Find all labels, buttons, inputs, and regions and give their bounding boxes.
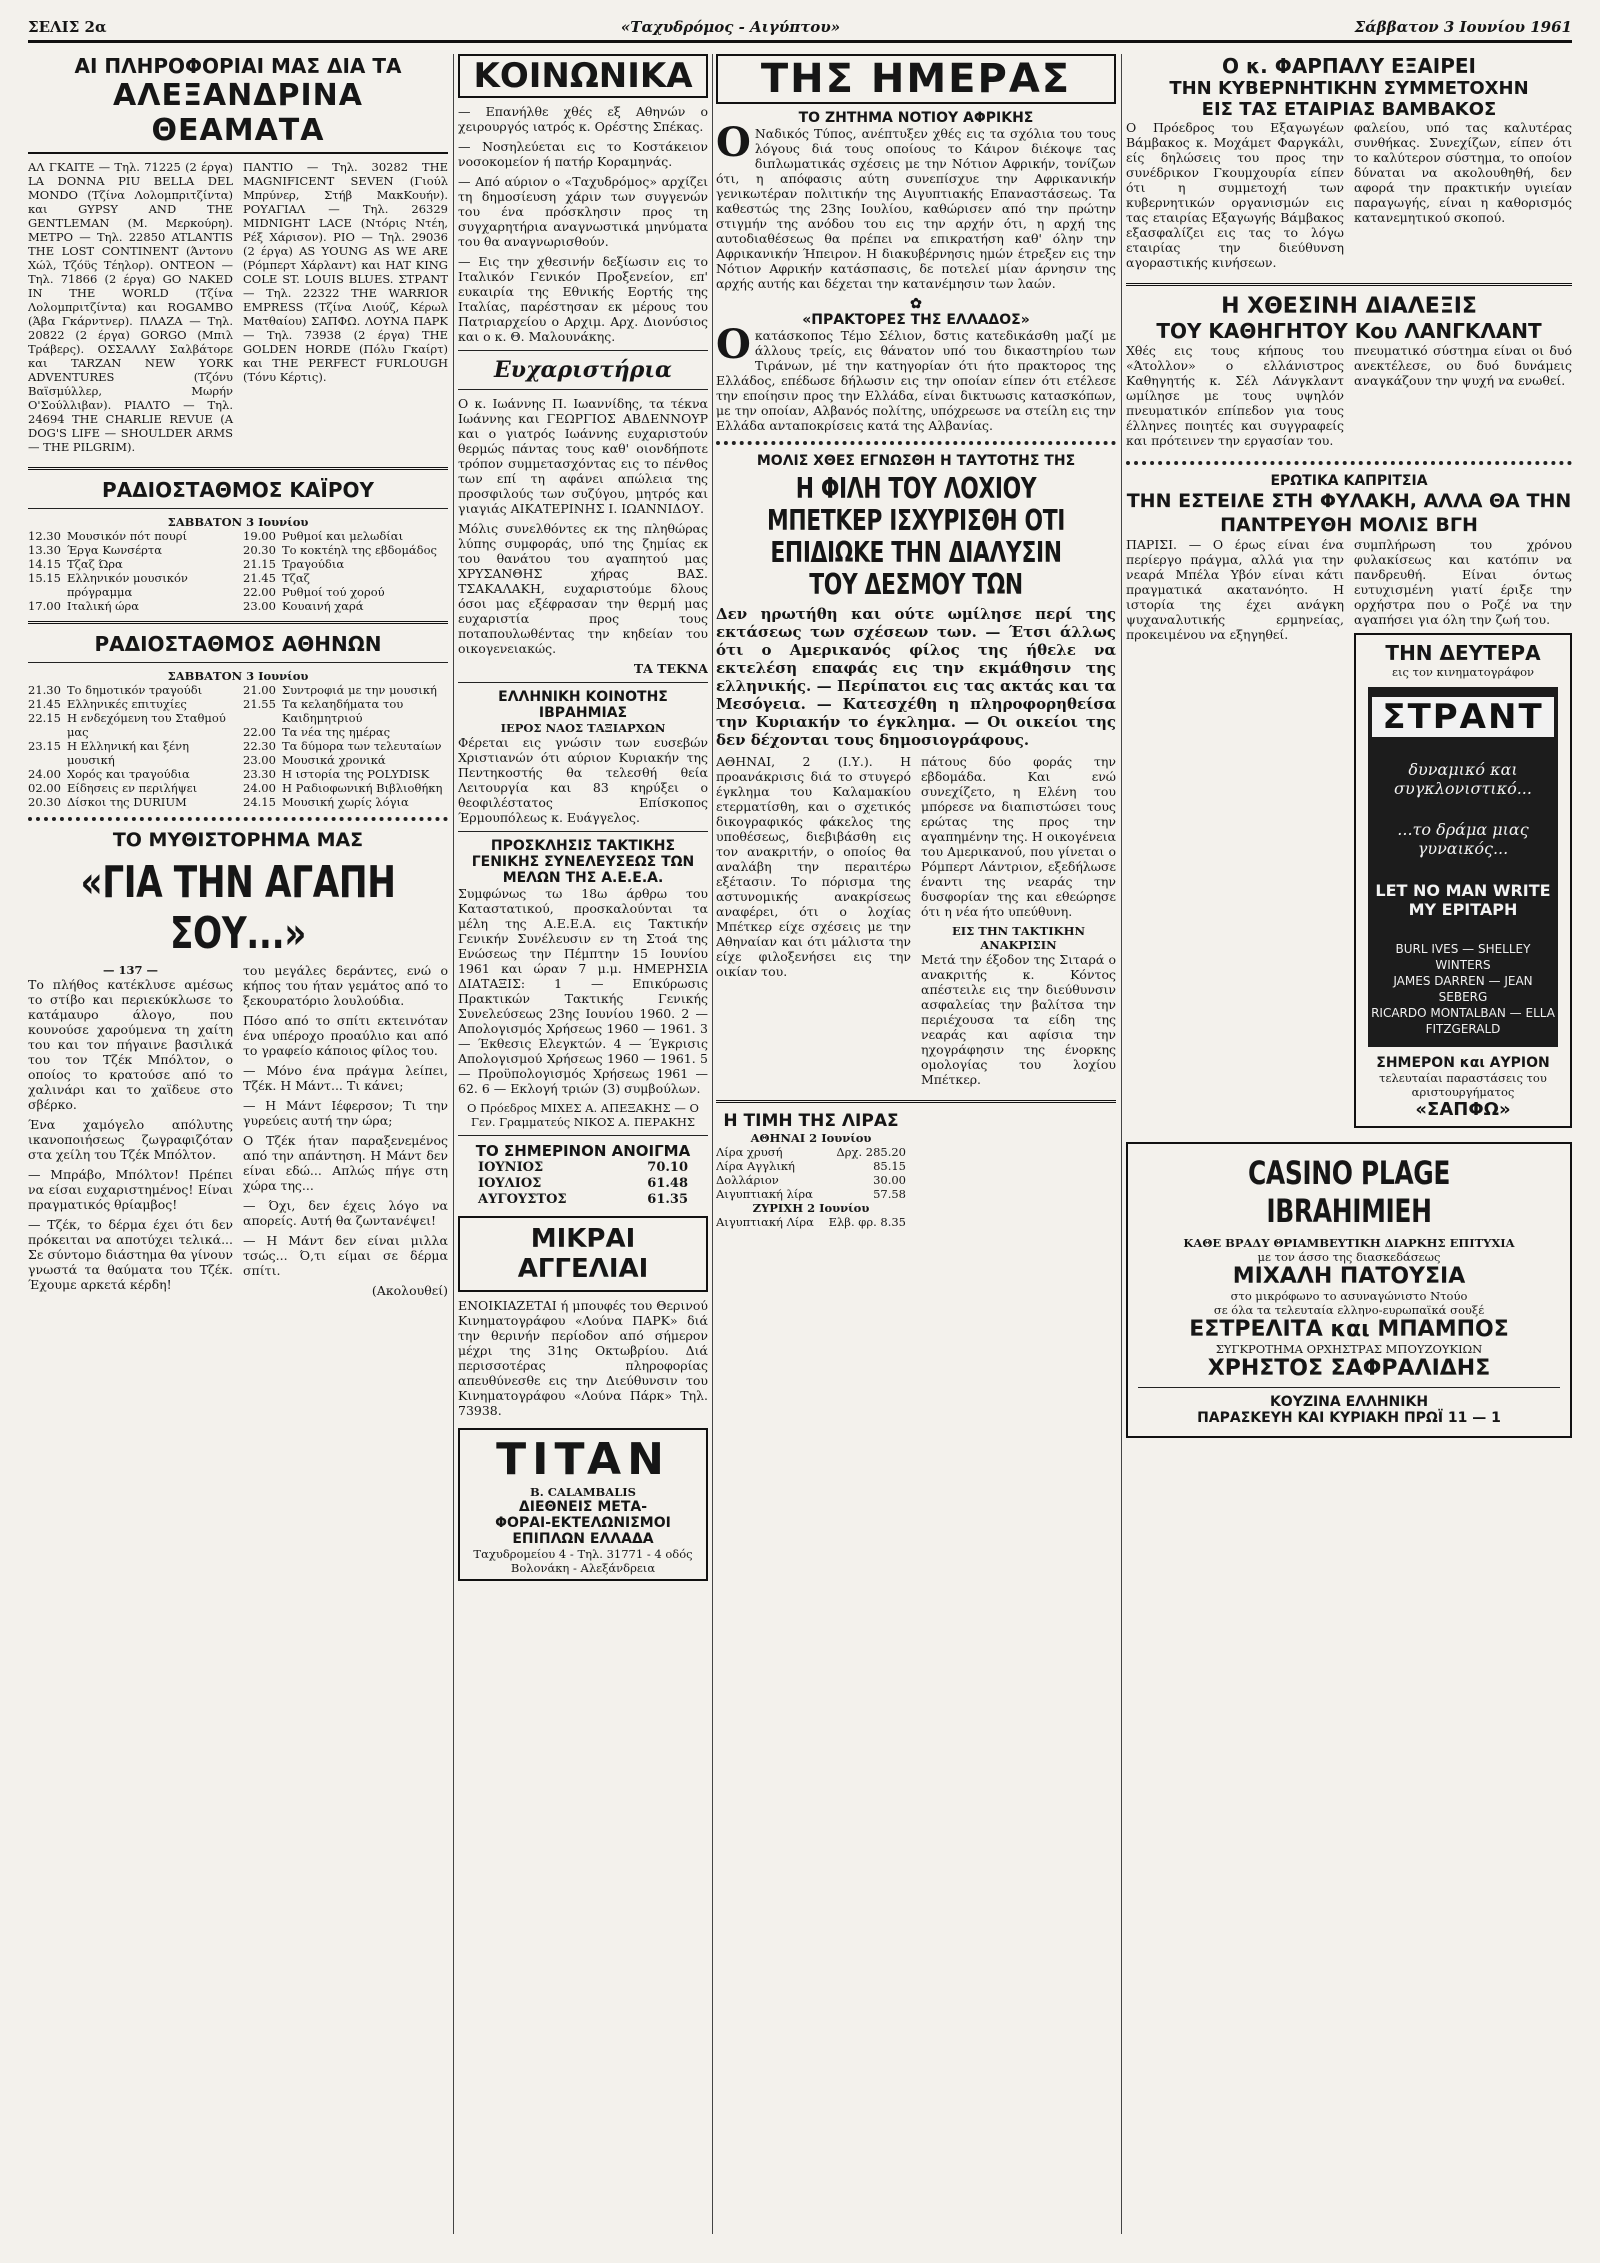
masthead xyxy=(28,14,1572,43)
cotton-table: ΙΟΥΝΙΟΣ 70.10 ΙΟΥΛΙΟΣ 61.48 ΑΥΓΟΥΣΤΟΣ 61.35 xyxy=(478,1160,688,1207)
schedule-program: Τα κελαηδήματα του Καιδημητριού xyxy=(281,697,404,725)
story-label: ΜΟΛΙΣ ΧΘΕΣ ΕΓΝΩΣΘΗ Η ΤΑΥΤΟΤΗΣ ΤΗΣ xyxy=(756,453,1076,469)
column-rule xyxy=(712,54,713,2234)
caprice-heading: ΤΗΝ ΕΣΤΕΙΛΕ ΣΤΗ ΦΥΛΑΚΗ, ΑΛΛΑ ΘΑ ΤΗΝ ΠΑΝΤΡΕΥΘΗ ΜΟΛΙΣ ΒΓΗ xyxy=(1126,490,1572,536)
schedule-program: Μουσική χωρίς λόγια xyxy=(281,795,409,809)
novel-paragraph: — Μόνο ένα πράγμα λείπει, Τζέκ. Η Μάντ... Τι κάνει; xyxy=(243,1063,448,1093)
schedule-row xyxy=(243,753,448,767)
schedule-time: 22.30 xyxy=(243,739,276,753)
story-body: πάτους δύο φοράς την εβδομάδα. Και ενώ συνεχίζετο, η Ελένη του μπόρεσε να διαπιστώσει τους ερώτας της προς την αγαπημένην της. Η οικογένεια του Αμερικανού, που γίνεται ο Ρόμπερτ Λάντριον, εξεδήλωσε έναντι της νεαράς την δυσφορίαν της και εθεώρησε ότι η νέα ήτο υπεύθυνη. xyxy=(921,754,1116,919)
novel-paragraph: Το πλήθος κατέκλυσε αμέσως το στίβο και περιεκύκλωσε το κατάμαυρο άλογο, που κουνούσε χαρούμενα τη χαίτη του και τον πήγαινε βασιλικά του τον Τζέκ Μπόλτον, ο οποίος το κρατούσε από το χαλινάρι και το χαϊδευε στο σβέρκο. xyxy=(28,977,233,1112)
entertainment-heading: ΑΙ ΠΛΗΡΟΦΟΡΙΑΙ ΜΑΣ ΔΙΑ ΤΑ xyxy=(74,54,402,78)
lecture-heading: Η ΧΘΕΣΙΝΗ ΔΙΑΛΕΞΙΣ xyxy=(1221,294,1477,319)
schedule-time: 24.00 xyxy=(243,781,276,795)
left-column xyxy=(28,54,448,1303)
social-item: — Εις την χθεσινήν δεξίωσιν εις το Ιταλικόν Γενικόν Προξενείον, επ' ευκαιρία της Εθνικής Εορτής της Ιταλίας, παρέστησαν εκ μέρους του Πατριαρχείου ο Αρχιμ. Αρχ. Διονύσιος και ο κ. Θ. Μαλουνάκης. xyxy=(458,254,708,344)
schedule-row xyxy=(243,683,448,697)
schedule-row xyxy=(28,697,233,711)
radio-athens-day: ΣΑΒΒΑΤΟΝ 3 Ιουνίου xyxy=(167,669,309,683)
schedule-program: Έργα Κωνσέρτα xyxy=(66,543,162,557)
gold-box: Η ΤΙΜΗ ΤΗΣ ΛΙΡΑΣ ΑΘΗΝΑΙ 2 Ιουνίου Λίρα χρυσή Δρχ. 285.20 Λίρα Αγγλική 85.15 Δολλάριον 30.00 Αιγυπτιακή λίρα 57.58 ΖΥΡΙΧΗ 2 Ιουνίου Αιγυπτιακή Λίρα Ελβ. φρ. 8.35 xyxy=(716,1111,906,1229)
schedule-time: 24.15 xyxy=(243,795,276,809)
schedule-row xyxy=(243,557,448,571)
schedule-program: Ελληνικόν μουσικόν πρόγραμμα xyxy=(66,571,188,599)
community-sub: ΙΕΡΟΣ ΝΑΟΣ ΤΑΞΙΑΡΧΩΝ xyxy=(500,721,666,735)
schedule-program: Το δημοτικόν τραγούδι xyxy=(66,683,203,697)
gold-heading: Η ΤΙΜΗ ΤΗΣ ΛΙΡΑΣ xyxy=(723,1111,899,1131)
schedule-row xyxy=(28,781,233,795)
schedule-time: 13.30 xyxy=(28,543,61,557)
schedule-row xyxy=(243,725,448,739)
schedule-program: Η ενδεχόμενη του Σταθμού μας xyxy=(66,711,226,739)
page-number: ΣΕΛΙΣ 2α xyxy=(28,18,107,36)
social-heading: ΚΟΙΝΩΝΙΚΑ xyxy=(458,54,708,98)
schedule-time: 23.30 xyxy=(243,767,276,781)
schedule-time: 21.15 xyxy=(243,557,276,571)
schedule-row xyxy=(243,585,448,599)
cotton-heading: ΤΟ ΣΗΜΕΡΙΝΟΝ ΑΝΟΙΓΜΑ xyxy=(475,1142,691,1160)
south-africa-body: ΟΝαδικός Τύπος, ανέπτυξεν χθές εις τα σχόλια του τους λόγους διά τους οποίους το Κάιρον διέκοψε τας διπλωματικάς σχέσεις με την Νότιον Αφρικήν, τονίζων ότι, η απόφασις αύτη συνεπίσχυε την Αφρικανικήν γενικωτέραν πολιτικήν της Αιγυπτιακής Επαναστάσεως. Τα καθεστώς της 23ης Ιουλίου, καθώρισεν από την πρώτην στιγμήν της ανόδου του εις την αρχήν ότι, η αρχή της αυτοδιαθέσεως θα πρέπει να επικρατήση καθ' όλην την Αφρικανικήν Ήπειρον. Η διακυβέρνησις ημών έτρεξεν εις την Νότιον Αφρικήν κατάσπασις, δε ποτελεί μίαν άρνησιν της αρχής αυτής και δέχεται την κατανέμησιν των λαών. xyxy=(716,119,1116,291)
news-column: ΤΗΣ ΗΜΕΡΑΣ ΤΟ ΖΗΤΗΜΑ ΝΟΤΙΟΥ ΑΦΡΙΚΗΣ ΟΝαδικός Τύπος, ανέπτυξεν χθές εις τα σχόλια του τους λόγους διά τους οποίους το Κάιρον διέκοψε τας διπλωματικάς σχέσεις με την Νότιον Αφρικήν, τονίζων ότι, η απόφασις αύτη συνεπίσχυε την Αφρικανικήν γενικωτέραν πολιτικήν της Αιγυπτιακής Επαναστάσεως. Τα καθεστώς της 23ης Ιουλίου, καθώρισεν από την πρώτην στιγμήν της ανόδου του εις την αρχήν ότι, η αρχή της αυτοδιαθέσεως θα πρέπει να επικρατήση καθ' όλην την Αφρικανικήν Ήπειρον. Η διακυβέρνησις ημών έτρεξεν εις την Νότιον Αφρικήν κατάσπασις, δε ποτελεί μίαν άρνησιν της αρχής αυτής και δέχεται την κατανέμησιν των λαών. ✿ «ΠΡΑΚΤΟΡΕΣ ΤΗΣ ΕΛΛΑΔΟΣ» Οκατάσκοπος Τέμο Σέλιον, δστις κατεδικάσθη μαζί με άλλους τρείς, εις θάνατον υπό του δικαστηρίου των Τιράνων, μέ την κατηγορίαν ότι ήτο πρακτορος της Ελλάδος, επέδωσε δήλωσιν εις την οποίαν είπεν ότι ετέλεσε την εποίησιν προς την Ελλάδα, είναι δικτυωσις κατασκόπων, με την οποίαν, Αλβανός πολίτης, υπόχρεωσε να στείλη εις την Ελλάδα ανταποκρίσεις κατά της Αλβανίας. ΜΟΛΙΣ ΧΘΕΣ ΕΓΝΩΣΘΗ Η ΤΑΥΤΟΤΗΣ ΤΗΣ Η ΦΙΛΗ ΤΟΥ ΛΟΧΙΟΥ ΜΠΕΤΚΕΡ ΙΣΧΥΡΙΣΘΗ ΟΤΙ ΕΠΙΔΙΩΚΕ ΤΗΝ ΔΙΑΛΥΣΙΝ ΤΟΥ ΔΕΣΜΟΥ ΤΩΝ Δεν ηρωτήθη και ούτε ωμίλησε περί της εκτάσεως των σχέσεων των. — Έτσι άλλως ότι ο Αμερικανός φίλος της ήθελε να εκτελέση επαφάς εις την εκμάθησιν της ελληνικής. — Περίπατοι εις τας ακτάς και τα Μεσόγεια. — Κατεσχέθη η πληροφορηθείσα την Κυριακήν το έγκλημα. — Οι οικείοι της δεν δέχονται τους δημοσιογράφους. ΑΘΗΝΑΙ, 2 (Ι.Υ.). Η προανάκρισις διά το στυγερό έγκλημα του Καλαμακίου ετερματίσθη, και ο σχετικός δικογραφικός φάκελος της υποθέσεως, διεβιβάσθη εις τον ανακριτήν, ο οποίος θα αναλάβη την περαιτέρω εξέτασιν. Το πόρισμα της αστυνομικής ανακρίσεως αναφέρει, ότι ο λοχίας Μπέτκερ είχε σχέσεις με την Αθηναίαν και ότι μάλιστα την είχε φιλοξενήσει εις την οικίαν του. πάτους δύο φοράς την εβδομάδα. Και ενώ συνεχίζετο, η Ελένη του μπόρεσε να διαπιστώσει τους ερώτας της προς την αγαπημένην της. Η οικογένεια του Αμερικανού, που γίνεται ο Ρόμπερτ Λάντριον, εξεδήλωσε έναντι της νεαράς την δυσφορίαν της και εθεώρησε ότι η νέα ήτο υπεύθυνη. ΕΙΣ ΤΗΝ ΤΑΚΤΙΚΗΝ ΑΝΑΚΡΙΣΙΝ Μετά την έξοδον της Σιταρά ο ανακριτής κ. Κόντος απέστειλε εις την διεύθυνσιν ασφαλείας την βαλίτσα την περιέχουσα τα είδη της νεαράς και αφίσια την ηχογράφησιν της ένορκης ομολογίας του λοχίου Μπέτκερ. Η ΤΙΜΗ ΤΗΣ ΛΙΡΑΣ ΑΘΗΝΑΙ 2 Ιουνίου Λίρα χρυσή Δρχ. 285.20 Λίρα Αγγλική 85.15 Δολλάριον 30.00 Αιγυπτιακή λίρα 57.58 ΖΥΡΙΧΗ 2 Ιουνίου Αιγυπτιακή Λίρα Ελβ. φρ. 8.35 xyxy=(716,56,1116,1229)
schedule-row xyxy=(28,543,233,557)
schedule-program: Ελληνικές επιτυχίες xyxy=(66,697,187,711)
novel-continued: (Ακολουθεί) xyxy=(371,1283,448,1298)
newspaper-name: «Ταχυδρόμος - Αιγύπτου» xyxy=(620,18,841,36)
classifieds-heading: ΜΙΚΡΑΙ ΑΓΓΕΛΙΑΙ xyxy=(517,1224,649,1284)
schedule-time: 12.30 xyxy=(28,529,61,543)
novel-paragraph: του μεγάλες δεράντες, ενώ ο κήπος του ήταν γεμάτος από το ξεκουρατόριο λουλούδια. xyxy=(243,963,448,1008)
novel-paragraph: Ένα χαμόγελο απόλυτης ικανοποιήσεως ζωγραφιζόταν στα χείλη του Τζέκ Μπόλτον. xyxy=(28,1117,233,1162)
schedule-program: Κουαινή χαρά xyxy=(281,599,364,613)
schedule-time: 20.30 xyxy=(243,543,276,557)
schedule-row xyxy=(243,599,448,613)
schedule-program: Το κοκτέηλ της εβδομάδος xyxy=(281,543,437,557)
radio-cairo-heading: ΡΑΔΙΟΣΤΑΘΜΟΣ ΚΑΪΡΟΥ xyxy=(102,478,374,502)
schedule-program: Τα νέα της ημέρας xyxy=(281,725,391,739)
thanks-body: Ο κ. Ιωάννης Π. Ιωαννίδης, τα τέκνα Ιωάννης και ΓΕΩΡΓΙΟΣ ΑΒΔΕΝΝΟΥΡ και ο γιατρός Ιωάννης ευχαριστούν θερμώς πάντας τους καθ' οιονδήποτε τρόπον συμμετασχόντας εις το πένθος των επί τη αφάνει απώλεια της προσφιλούς των συζύγου, μητρός και γιαγιάς ΑΙΚΑΤΕΡΙΝΗΣ Ι. ΙΩΑΝΝΙΔΟΥ. xyxy=(458,396,708,516)
schedule-program: Χορός και τραγούδια xyxy=(66,767,190,781)
schedule-row xyxy=(243,739,448,753)
schedule-time: 14.15 xyxy=(28,557,61,571)
newspaper-page xyxy=(28,14,1572,2254)
thanks-heading: Ευχαριστήρια xyxy=(494,357,672,383)
novel-paragraph: Ο Τζέκ ήταν παραξενεμένος από την απάντηση. Η Μάντ δεν είναι εδώ... Απλώς πήγε στη χώρα της... xyxy=(243,1133,448,1193)
radio-athens-schedule xyxy=(28,683,448,809)
schedule-row xyxy=(28,767,233,781)
radio-athens-heading: ΡΑΔΙΟΣΤΑΘΜΟΣ ΑΘΗΝΩΝ xyxy=(94,632,382,656)
thanks-body-2: Μόλις συνελθόντες εκ της πληθώρας λύπης συμφοράς, υπό της ζημίας εκ του θανάτου του αγαπητού μας ΧΡΥΣΑΝΘΗΣ χήρας ΒΑΣ. ΤΣΑΚΑΛΑΚΗ, ευχαριστούμε δλους όσοι μας εξέφρασαν την θερμή μας ευχαριστία προς τους ποταπουλωθέντας την κηδείαν του οικογενειακώς. xyxy=(458,521,708,656)
schedule-time: 21.45 xyxy=(28,697,61,711)
issue-date: Σάββατον 3 Ιουνίου 1961 xyxy=(1354,18,1572,36)
schedule-program: Τραγούδια xyxy=(281,557,345,571)
schedule-program: Ρυθμοί και μελωδίαι xyxy=(281,529,404,543)
schedule-program: Τα δύμορα των τελευταίων xyxy=(281,739,442,753)
schedule-row xyxy=(28,683,233,697)
inquiry-title: ΕΙΣ ΤΗΝ ΤΑΚΤΙΚΗΝ ΑΝΑΚΡΙΣΙΝ xyxy=(951,924,1085,952)
casino-ad: CASINO PLAGE IBRAHIMIEH ΚΑΘΕ ΒΡΑΔΥ ΘΡΙΑΜΒΕΥΤΙΚΗ ΔΙΑΡΚΗΣ ΕΠΙΤΥΧΙΑ με τον άσσο της διασκεδάσεως ΜΙΧΑΛΗ ΠΑΤΟΥΣΙΑ στο μικρόφωνο το ασυναγώνιστο Ντούο σε όλα τα τελευταία ελληνο-ευρωπαϊκά σουξέ ΕΣΤΡΕΛΙΤΑ και ΜΠΑΜΠΟΣ ΣΥΓΚΡΟΤΗΜΑ ΟΡΧΗΣΤΡΑΣ ΜΠΟΥΖΟΥΚΙΩΝ ΧΡΗΣΤΟΣ ΣΑΦΡΑΛΙΔΗΣ ΚΟΥΖΙΝΑ ΕΛΛΗΝΙΚΗ ΠΑΡΑΣΚΕΥΗ ΚΑΙ ΚΥΡΙΑΚΗ ΠΡΩΪ 11 — 1 xyxy=(1126,1142,1572,1438)
schedule-time: 21.55 xyxy=(243,697,276,711)
schedule-time: 22.15 xyxy=(28,711,61,725)
novel-paragraph: — Η Μάντ δεν είναι μιλλα τσώς... Ό,τι είμαι σε δέρμα σπίτι. xyxy=(243,1233,448,1278)
assembly-body: Συμφώνως τω 18ω άρθρω του Καταστατικού, προσκαλούνται τα μέλη της Α.Ε.Ε.Α. εις Τακτικήν Γενικήν Συνέλευσιν εν τη Στοά της Ενώσεως την Πέμπτην 15 Ιουνίου 1961 και ώραν 7 μ.μ. ΗΜΕΡΗΣΙΑ ΔΙΑΤΑΞΙΣ: 1 — Επικύρωσις Πρακτικών Τακτικής Γενικής Συνελεύσεως 23ης Ιουνίου 1960. 2 — Απολογισμός Χρήσεως 1960 — 1961. 3 — Έκθεσις Ελεγκτών. 4 — Έγκρισις Απολογισμού Χρήσεως 1960 — 1961. 5 — Προϋπολογισμός Χρήσεως 1961 — 62. 6 — Εκλογή τριών (3) συμβούλων. xyxy=(458,886,708,1096)
titan-logo: TITAN xyxy=(496,1434,670,1485)
schedule-program: Μουσικά χρονικά xyxy=(281,753,386,767)
story-title: Η ΦΙΛΗ ΤΟΥ ΛΟΧΙΟΥ ΜΠΕΤΚΕΡ ΙΣΧΥΡΙΣΘΗ ΟΤΙ ΕΠΙΔΙΩΚΕ ΤΗΝ ΔΙΑΛΥΣΙΝ ΤΟΥ ΔΕΣΜΟΥ ΤΩΝ xyxy=(767,472,1065,601)
schedule-program: Ρυθμοί τού χορού xyxy=(281,585,385,599)
schedule-row xyxy=(243,781,448,795)
schedule-program: Συντροφιά με την μουσική xyxy=(281,683,437,697)
schedule-row xyxy=(28,711,233,739)
community-body: Φέρεται εις γνώσιν των ευσεβών Χριστιανών ότι αύριον Κυριακήν της Πεντηκοστής θα τελεσθή θεία Λειτουργία και 83 κηρύξει ο θεοφιλέστατος Επίσκοπος Έρμουπόλεως κ. Ευάγγελος. xyxy=(458,735,708,825)
social-item: — Νοσηλεύεται εις το Κοστάκειον νοσοκομείον ή πατήρ Κοραμηνάς. xyxy=(458,139,708,169)
schedule-row xyxy=(243,767,448,781)
story-lead: Δεν ηρωτήθη και ούτε ωμίλησε περί της εκτάσεως των σχέσεων των. — Έτσι άλλως ότι ο Αμερικανός φίλος της ήθελε να εκτελέση επαφάς εις την εκμάθησιν της ελληνικής. — Περίπατοι εις τας ακτάς και τα Μεσόγεια. — Κατεσχέθη η πληροφορηθείσα την Κυριακήν το έγκλημα. — Οι οικείοι της δεν δέχονται τους δημοσιογράφους. xyxy=(716,605,1116,749)
schedule-row xyxy=(28,571,233,599)
community-heading: ΕΛΛΗΝΙΚΗ ΚΟΙΝΟΤΗΣ ΙΒΡΑΗΜΙΑΣ xyxy=(498,689,668,721)
caprice-label: ΕΡΩΤΙΚΑ ΚΑΠΡΙΤΣΙΑ xyxy=(1270,473,1428,489)
schedule-row xyxy=(243,529,448,543)
inquiry-body: Μετά την έξοδον της Σιταρά ο ανακριτής κ. Κόντος απέστειλε εις την διεύθυνσιν ασφαλείας την βαλίτσα την περιέχουσα τα είδη της νεαράς και αφίσια την ηχογράφησιν της ένορκης ομολογίας του λοχίου Μπέτκερ. xyxy=(921,952,1116,1087)
schedule-program: Η Ελληνική και ξένη μουσική xyxy=(66,739,190,767)
assembly-signature: Ο Πρόεδρος ΜΙΧΕΣ Α. ΑΠΕΞΑΚΗΣ — Ο Γεν. Γραμματεύς ΝΙΚΟΣ Α. ΠΕΡΑΚΗΣ xyxy=(467,1101,699,1129)
schedule-row xyxy=(243,697,448,725)
schedule-time: 22.00 xyxy=(243,725,276,739)
schedule-program: Είδησεις εν περιλήψει xyxy=(66,781,198,795)
schedule-time: 17.00 xyxy=(28,599,61,613)
schedule-time: 02.00 xyxy=(28,781,61,795)
schedule-row xyxy=(28,795,233,809)
agents-body: Οκατάσκοπος Τέμο Σέλιον, δστις κατεδικάσθη μαζί με άλλους τρείς, εις θάνατον υπό του δικαστηρίου των Τιράνων, μέ την κατηγορίαν ότι ήτο πρακτορος της Ελλάδος, επέδωσε δήλωσιν εις την οποίαν είπεν ότι ετέλεσε την εποίησιν προς την Ελλάδα, είναι δικτυωσις κατασκόπων, με την οποίαν, Αλβανός πολίτης, υπόχρεωσε να στείλη εις την Ελλάδα ανταποκρίσεις κατά της Αλβανίας. xyxy=(716,321,1116,433)
schedule-time: 22.00 xyxy=(243,585,276,599)
novel-title: «ΓΙΑ ΤΗΝ ΑΓΑΠΗ ΣΟΥ...» xyxy=(80,857,396,959)
schedule-time: 23.15 xyxy=(28,739,61,753)
radio-cairo-schedule xyxy=(28,529,448,613)
entertainment-subheading: ΑΛΕΞΑΝΔΡΙΝΑ ΘΕΑΜΑΤΑ xyxy=(28,78,448,154)
novel-paragraph: Πόσο από το σπίτι εκτεινόταν ένα υπέροχο προαύλιο και από το γραφείο κάποιος φίλος του. xyxy=(243,1013,448,1058)
social-column xyxy=(458,54,708,1581)
column-rule xyxy=(1121,54,1122,2234)
schedule-program: Τζαζ xyxy=(281,571,310,585)
right-column: Ο κ. ΦΑΡΠΑΛΥ ΕΞΑΙΡΕΙ ΤΗΝ ΚΥΒΕΡΝΗΤΙΚΗΝ ΣΥΜΜΕΤΟΧΗΝ ΕΙΣ ΤΑΣ ΕΤΑΙΡΙΑΣ ΒΑΜΒΑΚΟΣ Ο Πρόεδρος του Εξαγωγέων Βάμβακος κ. Μοχάμετ Φαργκάλι, είς δηλώσεις του προς την συνέδρικον Γκουμχουρία είπεν ότι η συμμετοχή των κυβερνητικών οργανισμών εις τας εταιρίας Εξαγωγής Βάμβακος εξασφαλίζει εις τας το λόγω εταιρίας την διεύθυνση αγοραστικής κινήσεων. φαλείου, υπό τας καλυτέρας συνθήκας. Συνεχίζων, είπεν ότι το καλύτερον σύστημα, το οποίον δύναται να ακολουθηθή, δεν αφορά την πρακτικήν υγιείαν παραγωγής, είναι η καθορισμός κατανεμητικού σκοπού. Η ΧΘΕΣΙΝΗ ΔΙΑΛΕΞΙΣ ΤΟΥ ΚΑΘΗΓΗΤΟΥ Κου ΛΑΝΓΚΛΑΝΤ Χθές εις τους κήπους του «Άτολλον» ο ελλάνιστρος Καθηγητής κ. Σέλ Λάνγκλαντ ωμίλησε με τους υψηλόν πνευματικόν επίπεδον για τους έλληνες ποιητές και συγγραφείς και πρότεινεν την εργασίαν του. πνευματικό σύστημα είναι οι δυό ανεκτέλεσε, ου δυό δυνάμεις αναγκάζουν την ψυχή να ενωθεί. ΕΡΩΤΙΚΑ ΚΑΠΡΙΤΣΙΑ ΤΗΝ ΕΣΤΕΙΛΕ ΣΤΗ ΦΥΛΑΚΗ, ΑΛΛΑ ΘΑ ΤΗΝ ΠΑΝΤΡΕΥΘΗ ΜΟΛΙΣ ΒΓΗ ΠΑΡΙΣΙ. — Ο έρως είναι ένα περίεργο πράγμα, αλλά για την νεαρά Μπέλα Υβόν είναι κάτι πραγματικά ακατανόητο. Η ιστορία της έχει ανάγκη ψυχαναλυτικής ερμηνείας, προκειμένου να εξηγηθεί. συμπλήρωση του χρόνου φυλακίσεως και κατόπιν να πανδρευθή. Είναι όντως ευτυχισμένη γιατί έριξε την ορχήστρα που ο Ροζέ να την αγαπήσει για όλη την ζωή του. ΤΗΝ ΔΕΥΤΕΡΑ εις τον κινηματογράφον ΣΤΡΑΝΤ δυναμικό και συγκλονιστικό... ...το δράμα μιας γυναικός... LET NO MAN WRITE MY EPITAPH BURL IVES — SHELLEY WINTERS JAMES DARREN — JEAN SEBERG RICARDO MONTALBAN — ELLA FITZGERALD ΣΗΜΕΡΟΝ και ΑΥΡΙΟΝ τελευταίαι παραστάσεις του αριστουργήματος «ΣΑΠΦΩ» CASINO PLAGE IBRAHIMIEH ΚΑΘΕ ΒΡΑΔΥ ΘΡΙΑΜΒΕΥΤΙΚΗ ΔΙΑΡΚΗΣ ΕΠΙΤΥΧΙΑ με τον άσσο της διασκεδάσεως ΜΙΧΑΛΗ ΠΑΤΟΥΣΙΑ στο μικρόφωνο το ασυναγώνιστο Ντούο σε όλα τα τελευταία ελληνο-ευρωπαϊκά σουξέ ΕΣΤΡΕΛΙΤΑ και ΜΠΑΜΠΟΣ ΣΥΓΚΡΟΤΗΜΑ ΟΡΧΗΣΤΡΑΣ ΜΠΟΥΖΟΥΚΙΩΝ ΧΡΗΣΤΟΣ ΣΑΦΡΑΛΙΔΗΣ ΚΟΥΖΙΝΑ ΕΛΛΗΝΙΚΗ ΠΑΡΑΣΚΕΥΗ ΚΑΙ ΚΥΡΙΑΚΗ ΠΡΩΪ 11 — 1 xyxy=(1126,54,1572,1438)
radio-cairo-day: ΣΑΒΒΑΤΟΝ 3 Ιουνίου xyxy=(167,515,309,529)
casino-name: CASINO PLAGE IBRAHIMIEH xyxy=(1247,1154,1451,1230)
schedule-time: 21.30 xyxy=(28,683,61,697)
novel-paragraph: — Μπράβο, Μπόλτον! Πρέπει να είσαι ευχαριστημένος! Είναι πραγματικός θρίαμβος! xyxy=(28,1167,233,1212)
schedule-row xyxy=(28,529,233,543)
schedule-time: 21.00 xyxy=(243,683,276,697)
schedule-time: 23.00 xyxy=(243,753,276,767)
novel-paragraph: — Η Μάντ Ιέφερσον; Τι την γυρεύεις αυτή την ώρα; xyxy=(243,1098,448,1128)
schedule-program: Μουσικόν πότ πουρί xyxy=(66,529,187,543)
schedule-time: 19.00 xyxy=(243,529,276,543)
social-item: — Από αύριον ο «Ταχυδρόμος» αρχίζει τη δημοσίευση χάριν των συγγενών του ένα πρόσκλησιν προς τη συγχαρητήρια αναγνωστικά μηνύματα του θα αναγνωρισθούν. xyxy=(458,174,708,249)
schedule-time: 21.45 xyxy=(243,571,276,585)
thanks-signature: ΤΑ ΤΕΚΝΑ xyxy=(633,661,708,676)
schedule-program: Δίσκοι της DURIUM xyxy=(66,795,187,809)
schedule-time: 24.00 xyxy=(28,767,61,781)
schedule-time: 15.15 xyxy=(28,571,61,585)
schedule-row xyxy=(28,739,233,767)
cinema-list-right: ΠΑΝΤΙΟ — Τηλ. 30282 THE MAGNIFICENT SEVEN (Γιούλ Μπρύνερ, Στήβ ΜακΚουήν). ΡΟΥΑΓΙΑΛ — Τηλ. 26329 MIDNIGHT LACE (Ντόρις Ντέη, Ρέξ Χάρισον). ΡΙΟ — Τηλ. 29036 (2 έργα) AS YOUNG AS WE ARE (Ρόμπερτ Χάρλαντ) και HAT KING COLE ST. LOUIS BLUES. ΣΤΡΑΝΤ — Τηλ. 22322 THE WARRIOR EMPRESS (Τζίνα Λιούζ, Κέρωλ Ματθαίου) ΣΑΠΦΩ. ΛΟΥΝΑ ΠΑΡΚ — Τηλ. 73938 (2 έργα) THE GOLDEN HORDE (Πόλυ Γκαίρτ) και THE PERFECT FURLOUGH (Τόνυ Κέρτις). xyxy=(243,160,448,384)
column-rule xyxy=(453,54,454,2234)
schedule-row xyxy=(243,795,448,809)
farpaly-heading: Ο κ. ΦΑΡΠΑΛΥ ΕΞΑΙΡΕΙ xyxy=(1222,54,1476,78)
film-ad: ΤΗΝ ΔΕΥΤΕΡΑ εις τον κινηματογράφον ΣΤΡΑΝΤ δυναμικό και συγκλονιστικό... ...το δράμα μιας γυναικός... LET NO MAN WRITE MY EPITAPH BURL IVES — SHELLEY WINTERS JAMES DARREN — JEAN SEBERG RICARDO MONTALBAN — ELLA FITZGERALD ΣΗΜΕΡΟΝ και ΑΥΡΙΟΝ τελευταίαι παραστάσεις του αριστουργήματος «ΣΑΠΦΩ» xyxy=(1354,633,1572,1128)
schedule-time: 23.00 xyxy=(243,599,276,613)
schedule-row xyxy=(243,571,448,585)
day-news-heading: ΤΗΣ ΗΜΕΡΑΣ xyxy=(716,54,1116,104)
schedule-program: Η Ραδιοφωνική Βιβλιοθήκη xyxy=(281,781,443,795)
agents-title: «ΠΡΑΚΤΟΡΕΣ ΤΗΣ ΕΛΛΑΔΟΣ» xyxy=(802,312,1030,328)
novel-paragraph: — Όχι, δεν έχεις λόγο να απορείς. Αυτή θα ζωντανέψει! xyxy=(243,1198,448,1228)
schedule-program: Η ιστορία της POLYDISK xyxy=(281,767,430,781)
schedule-row xyxy=(28,557,233,571)
social-item: — Επανήλθε χθές εξ Αθηνών ο χειρουργός ιατρός κ. Ορέστης Σπέκας. xyxy=(458,104,708,134)
schedule-row xyxy=(28,599,233,613)
novel-label: ΤΟ ΜΥΘΙΣΤΟΡΗΜΑ ΜΑΣ xyxy=(112,829,364,851)
titan-ad: TITAN B. CALAMBALIS ΔΙΕΘΝΕΙΣ ΜΕΤΑ- ΦΟΡΑΙ-ΕΚΤΕΛΩΝΙΣΜΟΙ ΕΠΙΠΛΩΝ ΕΛΛΑΔΑ Ταχυδρομείου 4 - Τηλ. 31771 - 4 οδός Βολονάκη - Αλεξάνδρεια xyxy=(458,1428,708,1581)
schedule-program: Τζαζ Ώρα xyxy=(66,557,123,571)
novel-paragraph: — Τζέκ, το δέρμα έχει ότι δεν πρόκειται να αποτύχει τελικά... Σε σύντομο διάστημα θα γίνουν γνωστά τα θαύματα του Τζέκ. Έχουμε αρκετά κέρδη! xyxy=(28,1217,233,1292)
cinema-list-left: ΑΛ ΓΚΑΙΤΕ — Τηλ. 71225 (2 έργα) LA DONNA PIU BELLA DEL MONDO (Τζίνα Λολομπριτζίντα) και GYPSY AND THE GENTLEMAN (Μ. Μερκούρη). ΜΕΤΡΟ — Τηλ. 22850 ATLANTIS THE LOST CONTINENT (Άντονυ Χώλ, Τζόϋς Τέηλορ). ΟΝΤΕΟΝ — Τηλ. 71866 (2 έργα) GO NAKED IN THE WORLD (Τζίνα Λολομπριτζίντα) και ROGAMBO (Άβα Γκάρντνερ). ΠΛΑΖΑ — Τηλ. 20822 (2 έργα) GORGO (Μπιλ Τράβερς). ΟΣΣΑΛΛΥ Σαλβάτορε και TARZAN NEW YORK ADVENTURES (Τζόνυ Βαϊσμύλλερ, Μωρήν Ο'Σούλλιβαν). ΡΙΑΛΤΟ — Τηλ. 24694 THE CHARLIE REVUE (A DOG'S LIFE — SHOULDER ARMS — THE PILGRIM). xyxy=(28,160,233,454)
novel-episode: — 137 — xyxy=(102,963,158,977)
schedule-time: 20.30 xyxy=(28,795,61,809)
assembly-heading: ΠΡΟΣΚΛΗΣΙΣ ΤΑΚΤΙΚΗΣ ΓΕΝΙΚΗΣ ΣΥΝΕΛΕΥΣΕΩΣ ΤΩΝ ΜΕΛΩΝ ΤΗΣ Α.Ε.Ε.Α. xyxy=(471,838,695,886)
schedule-row xyxy=(243,543,448,557)
schedule-program: Ιταλική ώρα xyxy=(66,599,140,613)
south-africa-title: ΤΟ ΖΗΤΗΜΑ ΝΟΤΙΟΥ ΑΦΡΙΚΗΣ xyxy=(798,110,1034,126)
film-poster: ΣΤΡΑΝΤ δυναμικό και συγκλονιστικό... ...το δράμα μιας γυναικός... LET NO MAN WRITE MY EPITAPH BURL IVES — SHELLEY WINTERS JAMES DARREN — JEAN SEBERG RICARDO MONTALBAN — ELLA FITZGERALD xyxy=(1368,687,1558,1047)
classifieds-body: ΕΝΟΙΚΙΑΖΕΤΑΙ ή μπουφές του Θερινού Κινηματογράφου «Λούνα ΠΑΡΚ» διά την θερινήν περίοδον από σήμερον μέχρι της 31ης Οκτωβρίου. Διά περισσοτέρας πληροφορίας απευθύνεσθε εις την Διεύθυνσιν του Κινηματογράφου «Λούνα Πάρκ» Τηλ. 73938. xyxy=(458,1298,708,1418)
story-body: ΑΘΗΝΑΙ, 2 (Ι.Υ.). Η προανάκρισις διά το στυγερό έγκλημα του Καλαμακίου ετερματίσθη, και ο σχετικός δικογραφικός φάκελος της υποθέσεως, διεβιβάσθη εις τον ανακριτήν, ο οποίος θα αναλάβη την περαιτέρω εξέτασιν. Το πόρισμα της αστυνομικής ανακρίσεως αναφέρει, ότι ο λοχίας Μπέτκερ είχε σχέσεις με την Αθηναίαν και ότι μάλιστα την είχε φιλοξενήσει εις την οικίαν του. xyxy=(716,754,911,979)
